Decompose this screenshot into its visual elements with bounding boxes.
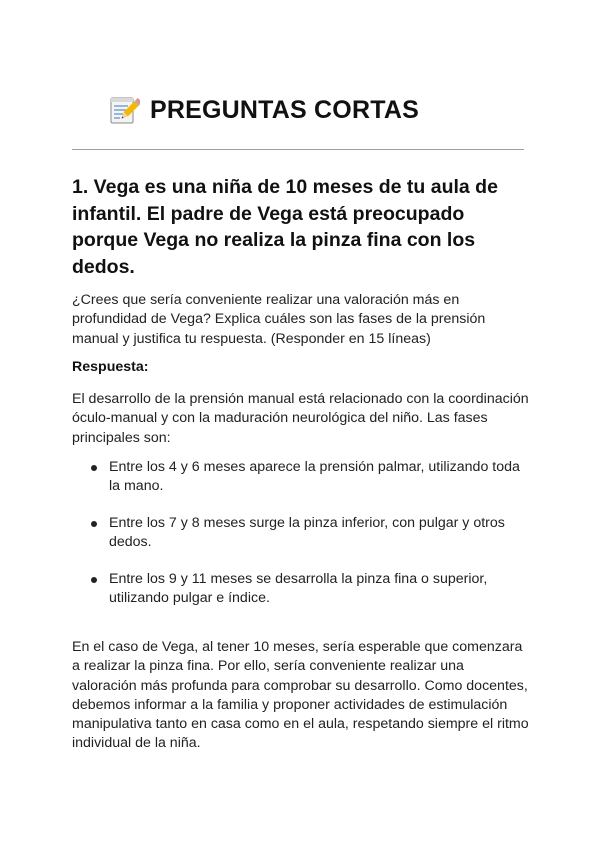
title-row xyxy=(108,94,419,126)
list-item xyxy=(72,458,532,497)
bullet-dot xyxy=(91,577,97,583)
bullet-dot xyxy=(91,465,97,471)
phase-text: Entre los 4 y 6 meses aparece la prensión palmar, utilizando toda la mano. xyxy=(109,459,520,495)
question-prompt: ¿Crees que sería conveniente realizar una valoración más en profundidad de Vega? Explica cuáles son las fases de la prensión manual y justifica tu respuesta. (Responder en 15 líneas) xyxy=(72,292,486,347)
answer-intro: El desarrollo de la prensión manual está relacionado con la coordinación óculo-manual y con la maduración neurológica del niño. Las fases principales son: xyxy=(72,391,529,446)
list-item xyxy=(72,570,532,609)
answer-label: Respuesta: xyxy=(72,359,149,375)
bullet-dot xyxy=(91,521,97,527)
phase-text: Entre los 7 y 8 meses surge la pinza inferior, con pulgar y otros dedos. xyxy=(109,515,505,551)
question-heading: 1. Vega es una niña de 10 meses de tu aula de infantil. El padre de Vega está preocupado porque Vega no realiza la pinza fina con los dedos. xyxy=(72,176,498,278)
phases-list xyxy=(72,458,532,626)
memo-pencil-icon xyxy=(108,94,140,126)
list-item xyxy=(72,514,532,553)
horizontal-divider xyxy=(72,149,524,150)
phase-text: Entre los 9 y 11 meses se desarrolla la pinza fina o superior, utilizando pulgar e índice. xyxy=(109,571,488,607)
page-title: PREGUNTAS CORTAS xyxy=(150,95,419,124)
answer-conclusion: En el caso de Vega, al tener 10 meses, sería esperable que comenzara a realizar la pinza fina. Por ello, sería conveniente realizar una valoración más profunda para comprobar su desarrollo. Como docentes, debemos informar a la familia y proponer actividades de estimulación manipulativa tanto en casa como en el aula, respetando siempre el ritmo individual de la niña. xyxy=(72,639,529,752)
